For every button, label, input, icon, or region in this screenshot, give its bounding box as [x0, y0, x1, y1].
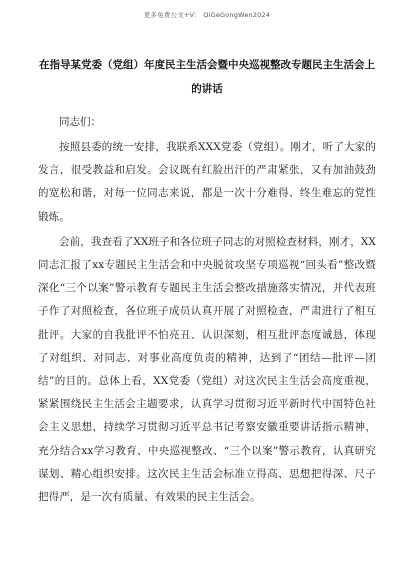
document-title: 在指导某党委（党组）年度民主生活会暨中央巡视整改专题民主生活会上的讲话	[39, 59, 375, 95]
paragraph-2: 会前，我查看了XX班子和各位班子同志的对照检查材料，刚才，XX同志汇报了xx专题民主生活会和中央脱贫攻坚专项巡视“回头看”整改暨深化“三个以案”警示教育专题民主生活会整改措施落实情况，并代表班子作了对照检查，各位班子成员认真开展了对照检查，严肃进行了相互批评。大家的自我批评不怕亮丑、认识深刻，相互批评态度诚恳，体现了对组织、对同志、对事业高度负责的精神，达到了“团结—批评—团结”的目的。总体上看，XX党委（党组）对这次民主生活会高度重视，紧紧围绕民主生活会主题要求，认真学习贯彻习近平新时代中国特色社会主义思想，持续学习贯彻习近平总书记考察安徽重要讲话指示精神，充分结合xx学习教育、中央巡视整改、“三个以案”警示教育，认真研究谋划、精心组织安排。这次民主生活会标准立得高、思想把得深、尺子把得严，是一次有质量、有效果的民主生活会。	[38, 235, 376, 504]
paragraph-1: 按照县委的统一安排，我联系XXX党委（党组）。刚才，听了大家的发言，很受教益和启发。会议既有红脸出汗的严肃紧张，又有加油鼓劲的宽松和谐，对每一位同志来说，都是一次十分难得、终生难忘的党性锻炼。	[38, 141, 376, 223]
salutation: 同志们：	[59, 116, 101, 128]
header-note: 更多免费公文+V： QiGeGongWen2024	[143, 11, 271, 19]
